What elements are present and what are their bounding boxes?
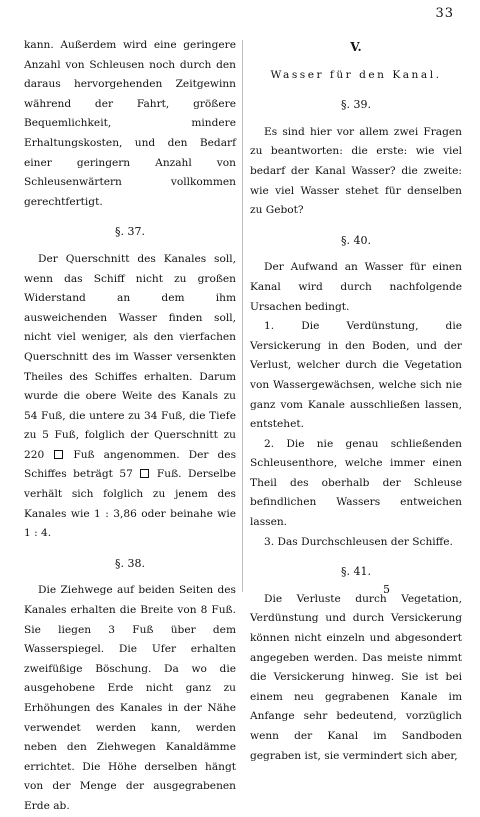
section-37-text-c: Fuß. Derselbe verhält sich folglich zu jenem des Kanales wie 1 : 3,86 oder beinahe wie 1 : 4. xyxy=(24,468,236,540)
section-40-heading: §. 40. xyxy=(341,233,371,247)
section-41-paragraph: Die Verluste durch Vegetation, Verdünstung und durch Versickerung können nicht einzeln und abgesondert angegeben werden. Das meiste nimmt die Versickerung hinweg. Sie ist bei einem neu gegrabenen Kanale im Anfange sehr bedeutend, vorzüglich wenn der Kanal im Sandboden gegraben ist, sie vermindert sich aber, xyxy=(250,592,462,762)
list-item-3: 3. Das Durchschleusen der Schiffe. xyxy=(264,535,453,548)
section-37-heading: §. 37. xyxy=(115,225,145,239)
section-37-text-a: Der Querschnitt des Kanales soll, wenn das Schiff nicht zu großen Widerstand an dem ihm ausweichenden Wasser finden soll, nicht viel weniger, als den vierfachen Querschnitt des im Wasser versenkten Theiles des Schiffes erhalten. Darum wurde die obere Weite des Kanals zu 54 Fuß, die untere zu 34 Fuß, die Tiefe zu 5 Fuß, folglich der Querschnitt zu 220 xyxy=(24,252,236,461)
square-symbol-icon xyxy=(54,450,63,459)
section-37-text-b: Fuß angenommen. Der des Schiffes beträgt 57 xyxy=(24,448,237,481)
chapter-number: V. xyxy=(350,40,362,54)
section-41-heading: §. 41. xyxy=(341,565,371,579)
section-40-paragraph: Der Aufwand an Wasser für einen Kanal wird durch nachfolgende Ursachen bedingt. xyxy=(250,261,462,313)
column-divider xyxy=(242,40,243,592)
section-37-paragraph xyxy=(24,250,236,544)
square-symbol-icon xyxy=(140,469,149,478)
list-item-2: 2. Die nie genau schließenden Schleusenthore, welche immer einen Theil des oberhalb der Schleuse befindlichen Wassers entweichen lassen. xyxy=(250,437,462,529)
footer-number: 5 xyxy=(383,583,390,596)
intro-paragraph: kann. Außerdem wird eine geringere Anzahl von Schleusen noch durch den daraus hervorgehenden Zeitgewinn während der Fahrt, größere Bequemlichkeit, mindere Erhaltungskosten, und den Bedarf einer geringern Anzahl von Schleusenwärtern vollkommen gerechtfertigt. xyxy=(24,39,236,208)
section-39-heading: §. 39. xyxy=(341,98,371,112)
section-39-paragraph: Es sind hier vor allem zwei Fragen zu beantworten: die erste: wie viel bedarf der Kanal Wasser? die zweite: wie viel Wasser stehet für denselben zu Gebot? xyxy=(250,125,462,217)
section-38-heading: §. 38. xyxy=(115,556,145,570)
left-column xyxy=(24,36,236,817)
chapter-title: Wasser für den Kanal. xyxy=(270,68,442,81)
page-number: 33 xyxy=(435,6,454,21)
section-38-paragraph: Die Ziehwege auf beiden Seiten des Kanales erhalten die Breite von 8 Fuß. Sie liegen 3 Fuß über dem Wasserspiegel. Die Ufer erhalten zweifüßige Böschung. Da wo die ausgehobene Erde nicht ganz zu Erhöhungen des Kanales in der Nähe verwendet werden kann, werden neben den Ziehwegen Kanaldämme errichtet. Die Höhe derselben hängt von der Menge der ausgegrabenen Erde ab. xyxy=(24,584,236,812)
right-column xyxy=(250,36,462,766)
list-item-1: 1. Die Verdünstung, die Versickerung in den Boden, und der Verlust, welcher durch die Vegetation von Wassergewächsen, welche sich nie ganz vom Kanale ausschließen lassen, entstehet. xyxy=(250,320,462,431)
